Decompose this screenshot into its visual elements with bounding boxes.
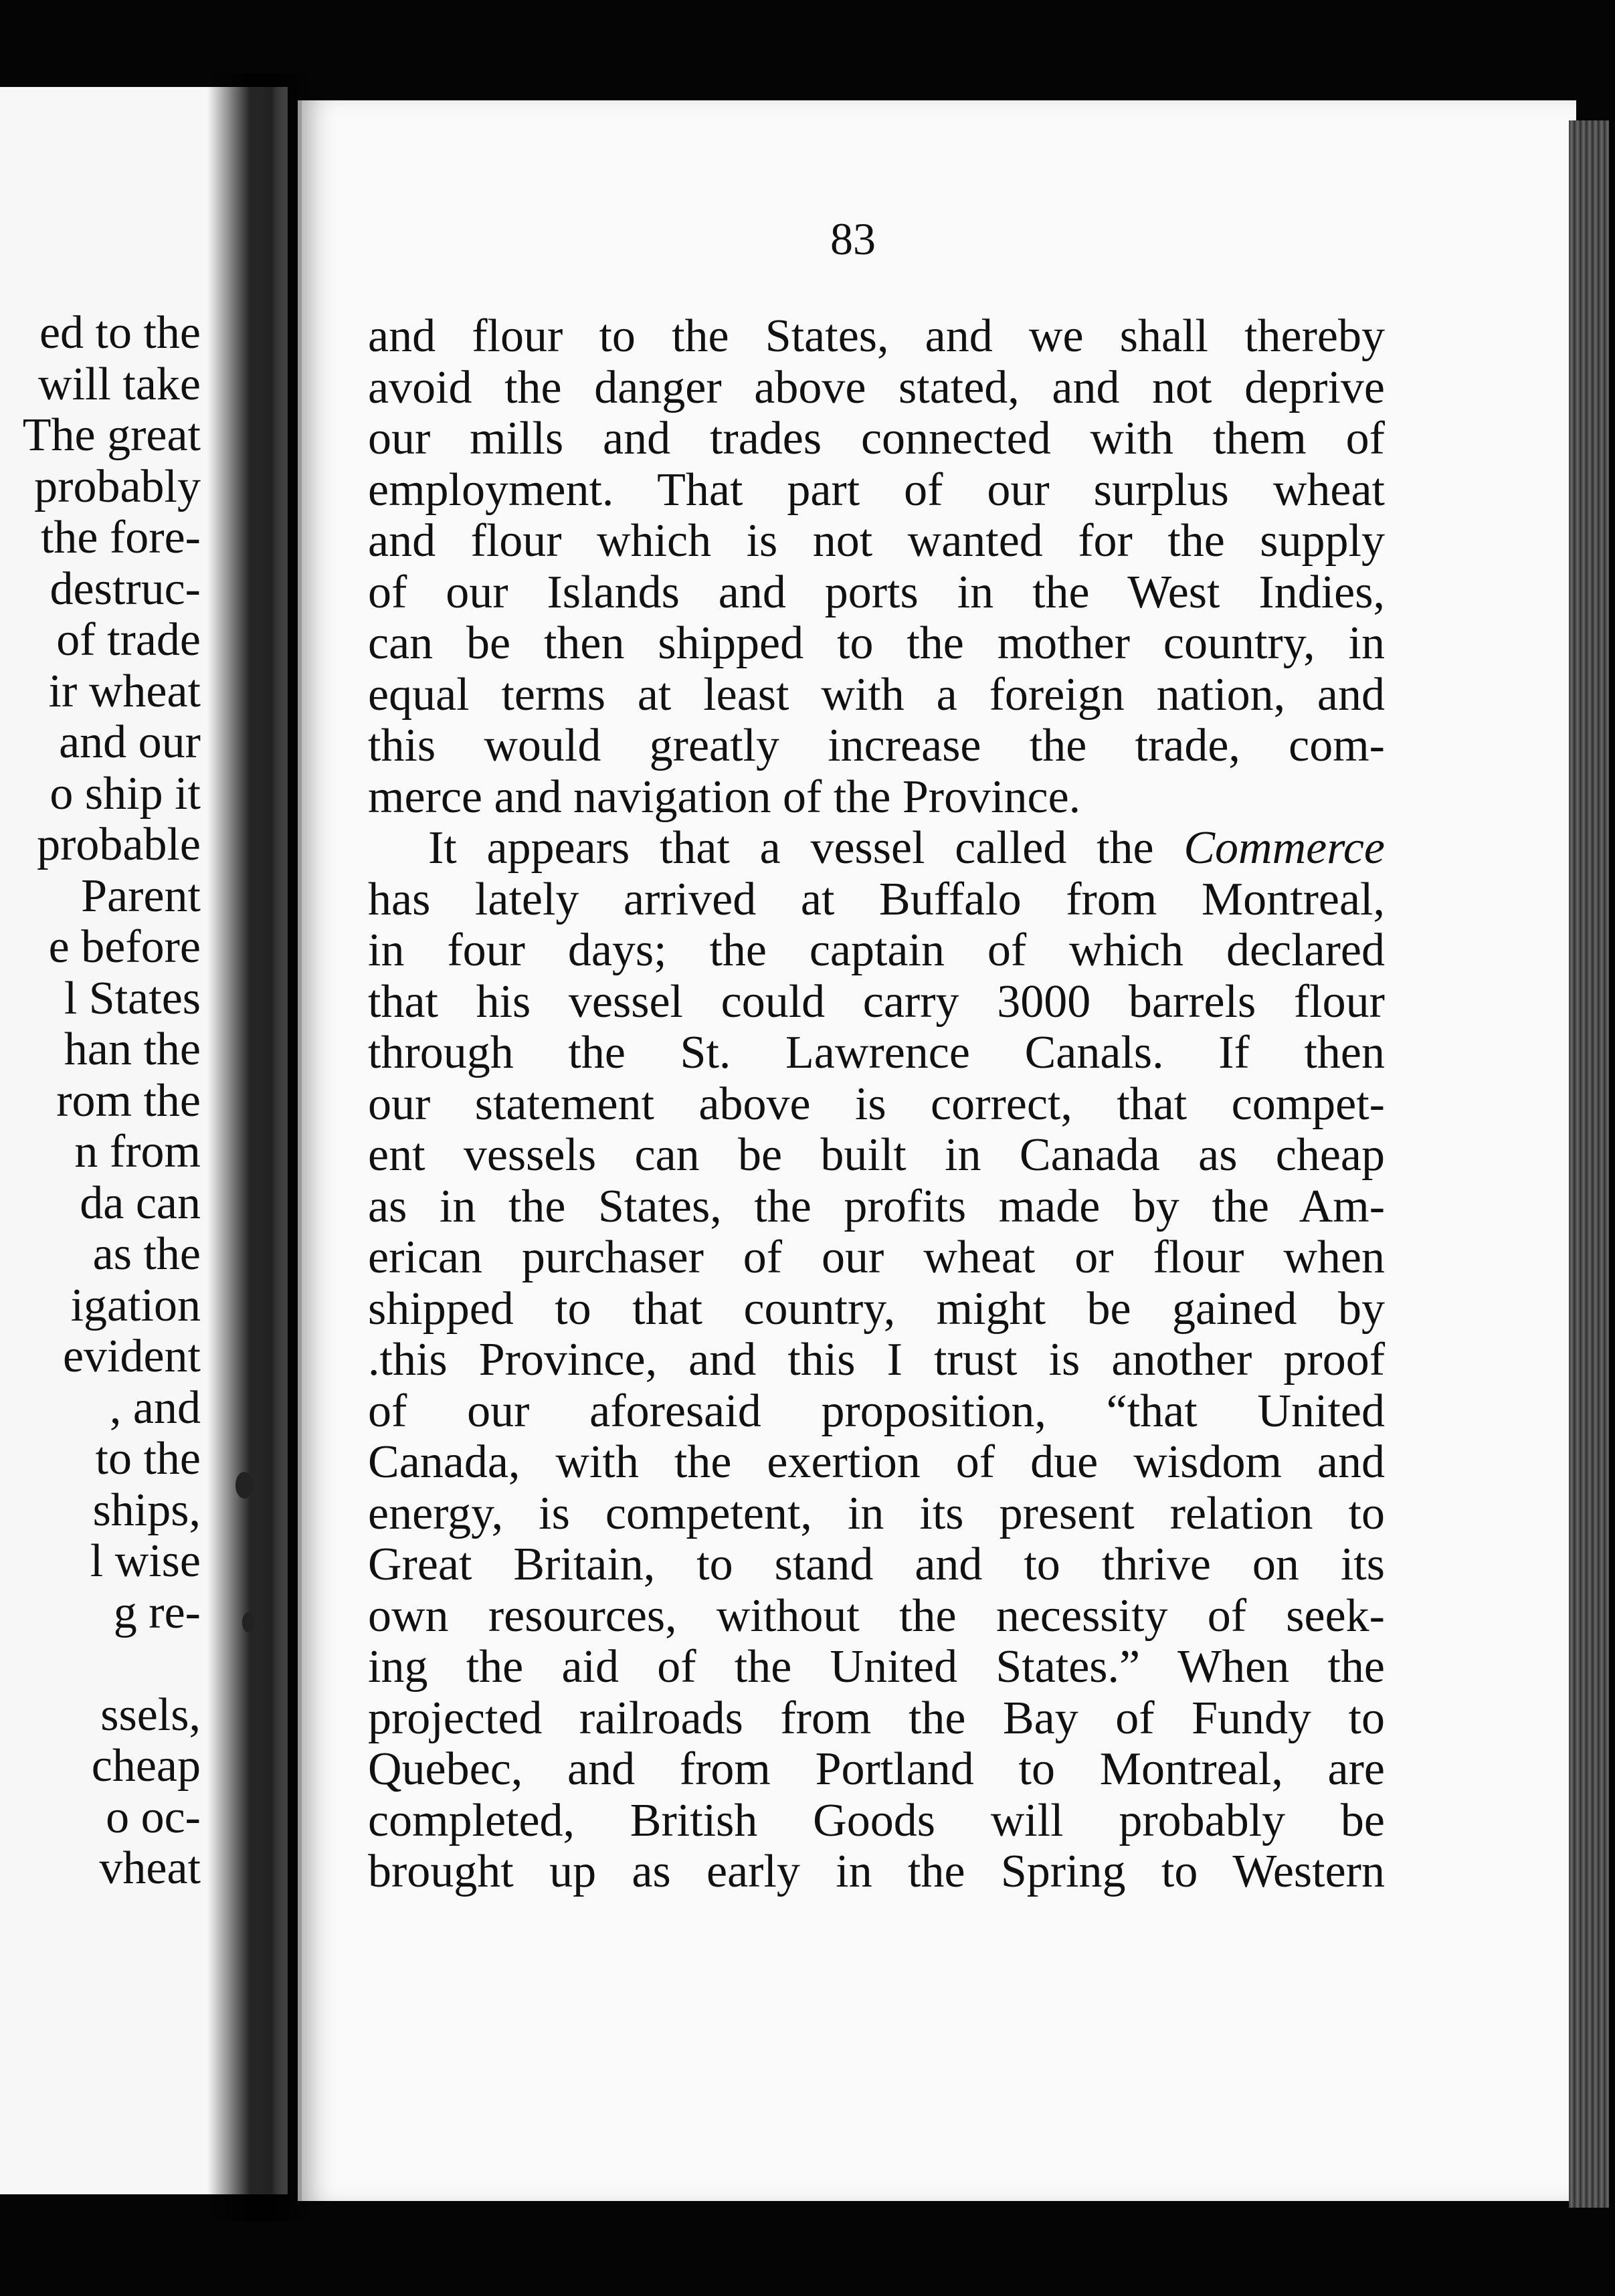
text-line: Quebec, and from Portland to Montreal, are: [368, 1743, 1385, 1795]
text-line: this would greatly increase the trade, com-: [368, 720, 1385, 771]
left-line: ships,: [92, 1484, 201, 1536]
text-line: and flour to the States, and we shall thereby: [368, 310, 1385, 362]
left-line: han the: [64, 1024, 201, 1075]
left-line: destruc-: [50, 563, 201, 615]
text-line: in four days; the captain of which declared: [368, 925, 1385, 976]
page-block-edge: [1569, 120, 1609, 2208]
paragraph-first-line: [368, 823, 1385, 874]
left-line: and our: [59, 716, 201, 768]
text-line: of our aforesaid proposition, “that United: [368, 1385, 1385, 1437]
text-run: It appears that a vessel called the: [428, 822, 1184, 874]
left-line: probable: [37, 819, 201, 870]
body-text: [368, 311, 1385, 1898]
text-line: equal terms at least with a foreign nation, and: [368, 668, 1385, 721]
left-line: The great: [22, 409, 201, 461]
text-line: projected railroads from the Bay of Fundy to: [368, 1692, 1385, 1744]
left-page-text: [23, 308, 201, 1895]
left-line: o oc-: [106, 1791, 201, 1843]
left-line: e before: [48, 921, 201, 973]
italic-ship-name: Commerce: [1183, 822, 1385, 874]
left-line: da can: [80, 1177, 201, 1229]
left-line: as the: [92, 1228, 201, 1280]
left-line: ed to the: [39, 307, 201, 359]
left-line: cheap: [91, 1740, 201, 1792]
left-line: n from: [74, 1126, 201, 1177]
left-line: Parent: [81, 870, 201, 922]
text-line: has lately arrived at Buffalo from Montreal,: [368, 873, 1385, 925]
text-line: energy, is competent, in its present relation to: [368, 1487, 1385, 1539]
left-line: vheat: [99, 1842, 201, 1894]
binding-mark: [242, 1612, 254, 1632]
left-line: l wise: [90, 1535, 201, 1587]
paragraph-2: [368, 823, 1385, 1898]
text-line: own resources, without the necessity of seek-: [368, 1590, 1385, 1642]
text-line: ing the aid of the United States.” When the: [368, 1641, 1385, 1693]
left-line: the fore-: [40, 512, 201, 563]
left-line: l States: [64, 972, 201, 1024]
text-line: employment. That part of our surplus wheat: [368, 464, 1385, 516]
left-line: g re-: [113, 1586, 201, 1638]
text-line: .this Province, and this I trust is another proof: [368, 1334, 1385, 1385]
text-line: avoid the danger above stated, and not deprive: [368, 361, 1385, 413]
text-line: Great Britain, to stand and to thrive on its: [368, 1539, 1385, 1590]
text-line: our statement above is correct, that compet-: [368, 1078, 1385, 1130]
text-line: shipped to that country, might be gained by: [368, 1282, 1385, 1335]
left-line: rom the: [56, 1074, 201, 1127]
left-line: of trade: [56, 614, 201, 666]
left-line: o ship it: [50, 767, 201, 820]
left-line: ssels,: [100, 1689, 201, 1741]
text-line: brought up as early in the Spring to Western: [368, 1846, 1385, 1897]
text-line: erican purchaser of our wheat or flour when: [368, 1232, 1385, 1283]
left-line: will take: [38, 358, 201, 410]
text-line: Canada, with the exertion of due wisdom and: [368, 1436, 1385, 1488]
page-number: 83: [830, 213, 876, 264]
left-line: evident: [62, 1331, 201, 1382]
left-line: ir wheat: [48, 665, 201, 717]
text-line: through the St. Lawrence Canals. If then: [368, 1027, 1385, 1078]
text-line: of our Islands and ports in the West Indies,: [368, 566, 1385, 618]
text-line: merce and navigation of the Province.: [368, 771, 1081, 823]
text-line: as in the States, the profits made by the Am-: [368, 1180, 1385, 1232]
text-line: our mills and trades connected with them of: [368, 413, 1385, 464]
left-line: igation: [70, 1279, 201, 1331]
text-line: and flour which is not wanted for the supply: [368, 515, 1385, 567]
left-line: probably: [34, 460, 201, 512]
text-line: can be then shipped to the mother country, in: [368, 617, 1385, 669]
binding-mark: [235, 1472, 253, 1499]
text-line: completed, British Goods will probably be: [368, 1794, 1385, 1846]
text-line: that his vessel could carry 3000 barrels flour: [368, 975, 1385, 1028]
text-line: ent vessels can be built in Canada as cheap: [368, 1129, 1385, 1181]
left-line: to the: [95, 1433, 201, 1485]
paragraph-1: [368, 311, 1385, 823]
left-line-blank: [23, 1638, 201, 1690]
left-line: , and: [109, 1381, 201, 1434]
